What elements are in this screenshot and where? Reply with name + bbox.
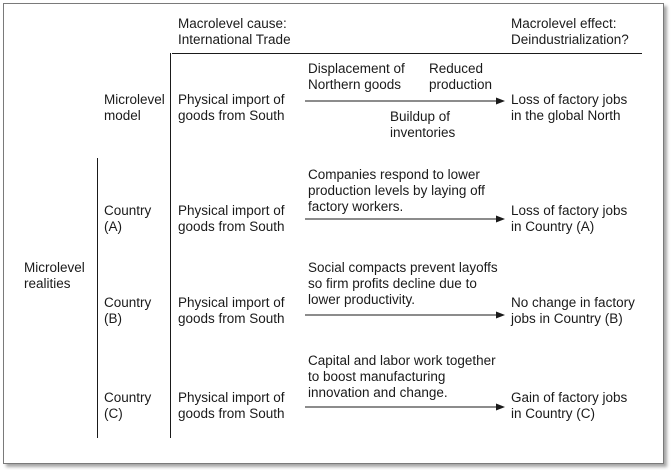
country-b-mechanism: Social compacts prevent layoffs so firm profits decline due to lower productivity. — [308, 260, 498, 307]
country-c-mechanism: Capital and labor work together to boost manufacturing innovation and change. — [308, 353, 496, 400]
microlevel-realities-label: Microlevel realities — [24, 260, 85, 291]
macro-cause-heading: Macrolevel cause: International Trade — [178, 16, 291, 47]
model-mechanism-buildup: Buildup of inventories — [390, 109, 456, 140]
country-b-cause: Physical import of goods from South — [178, 295, 285, 326]
country-c-effect: Gain of factory jobs in Country (C) — [511, 390, 628, 421]
country-b-effect: No change in factory jobs in Country (B) — [511, 295, 635, 326]
country-a-label: Country (A) — [104, 203, 152, 234]
model-label: Microlevel model — [104, 92, 165, 123]
country-b-arrow-head — [496, 312, 505, 319]
country-a-mechanism: Companies respond to lower production levels by laying off factory workers. — [308, 167, 485, 214]
country-c-cause: Physical import of goods from South — [178, 390, 285, 421]
model-mechanism-displacement: Displacement of Northern goods — [308, 61, 405, 92]
country-a-arrow-head — [496, 216, 505, 223]
country-c-label: Country (C) — [104, 390, 152, 421]
model-mechanism-reduced: Reduced production — [429, 61, 493, 92]
macro-effect-heading: Macrolevel effect: Deindustrialization? — [511, 16, 629, 47]
model-cause: Physical import of goods from South — [178, 92, 285, 123]
model-arrow-head — [496, 98, 505, 105]
country-a-effect: Loss of factory jobs in Country (A) — [511, 203, 628, 234]
country-a-cause: Physical import of goods from South — [178, 203, 285, 234]
model-effect: Loss of factory jobs in the global North — [511, 92, 628, 123]
country-b-label: Country (B) — [104, 295, 152, 326]
country-c-arrow-head — [496, 404, 505, 411]
